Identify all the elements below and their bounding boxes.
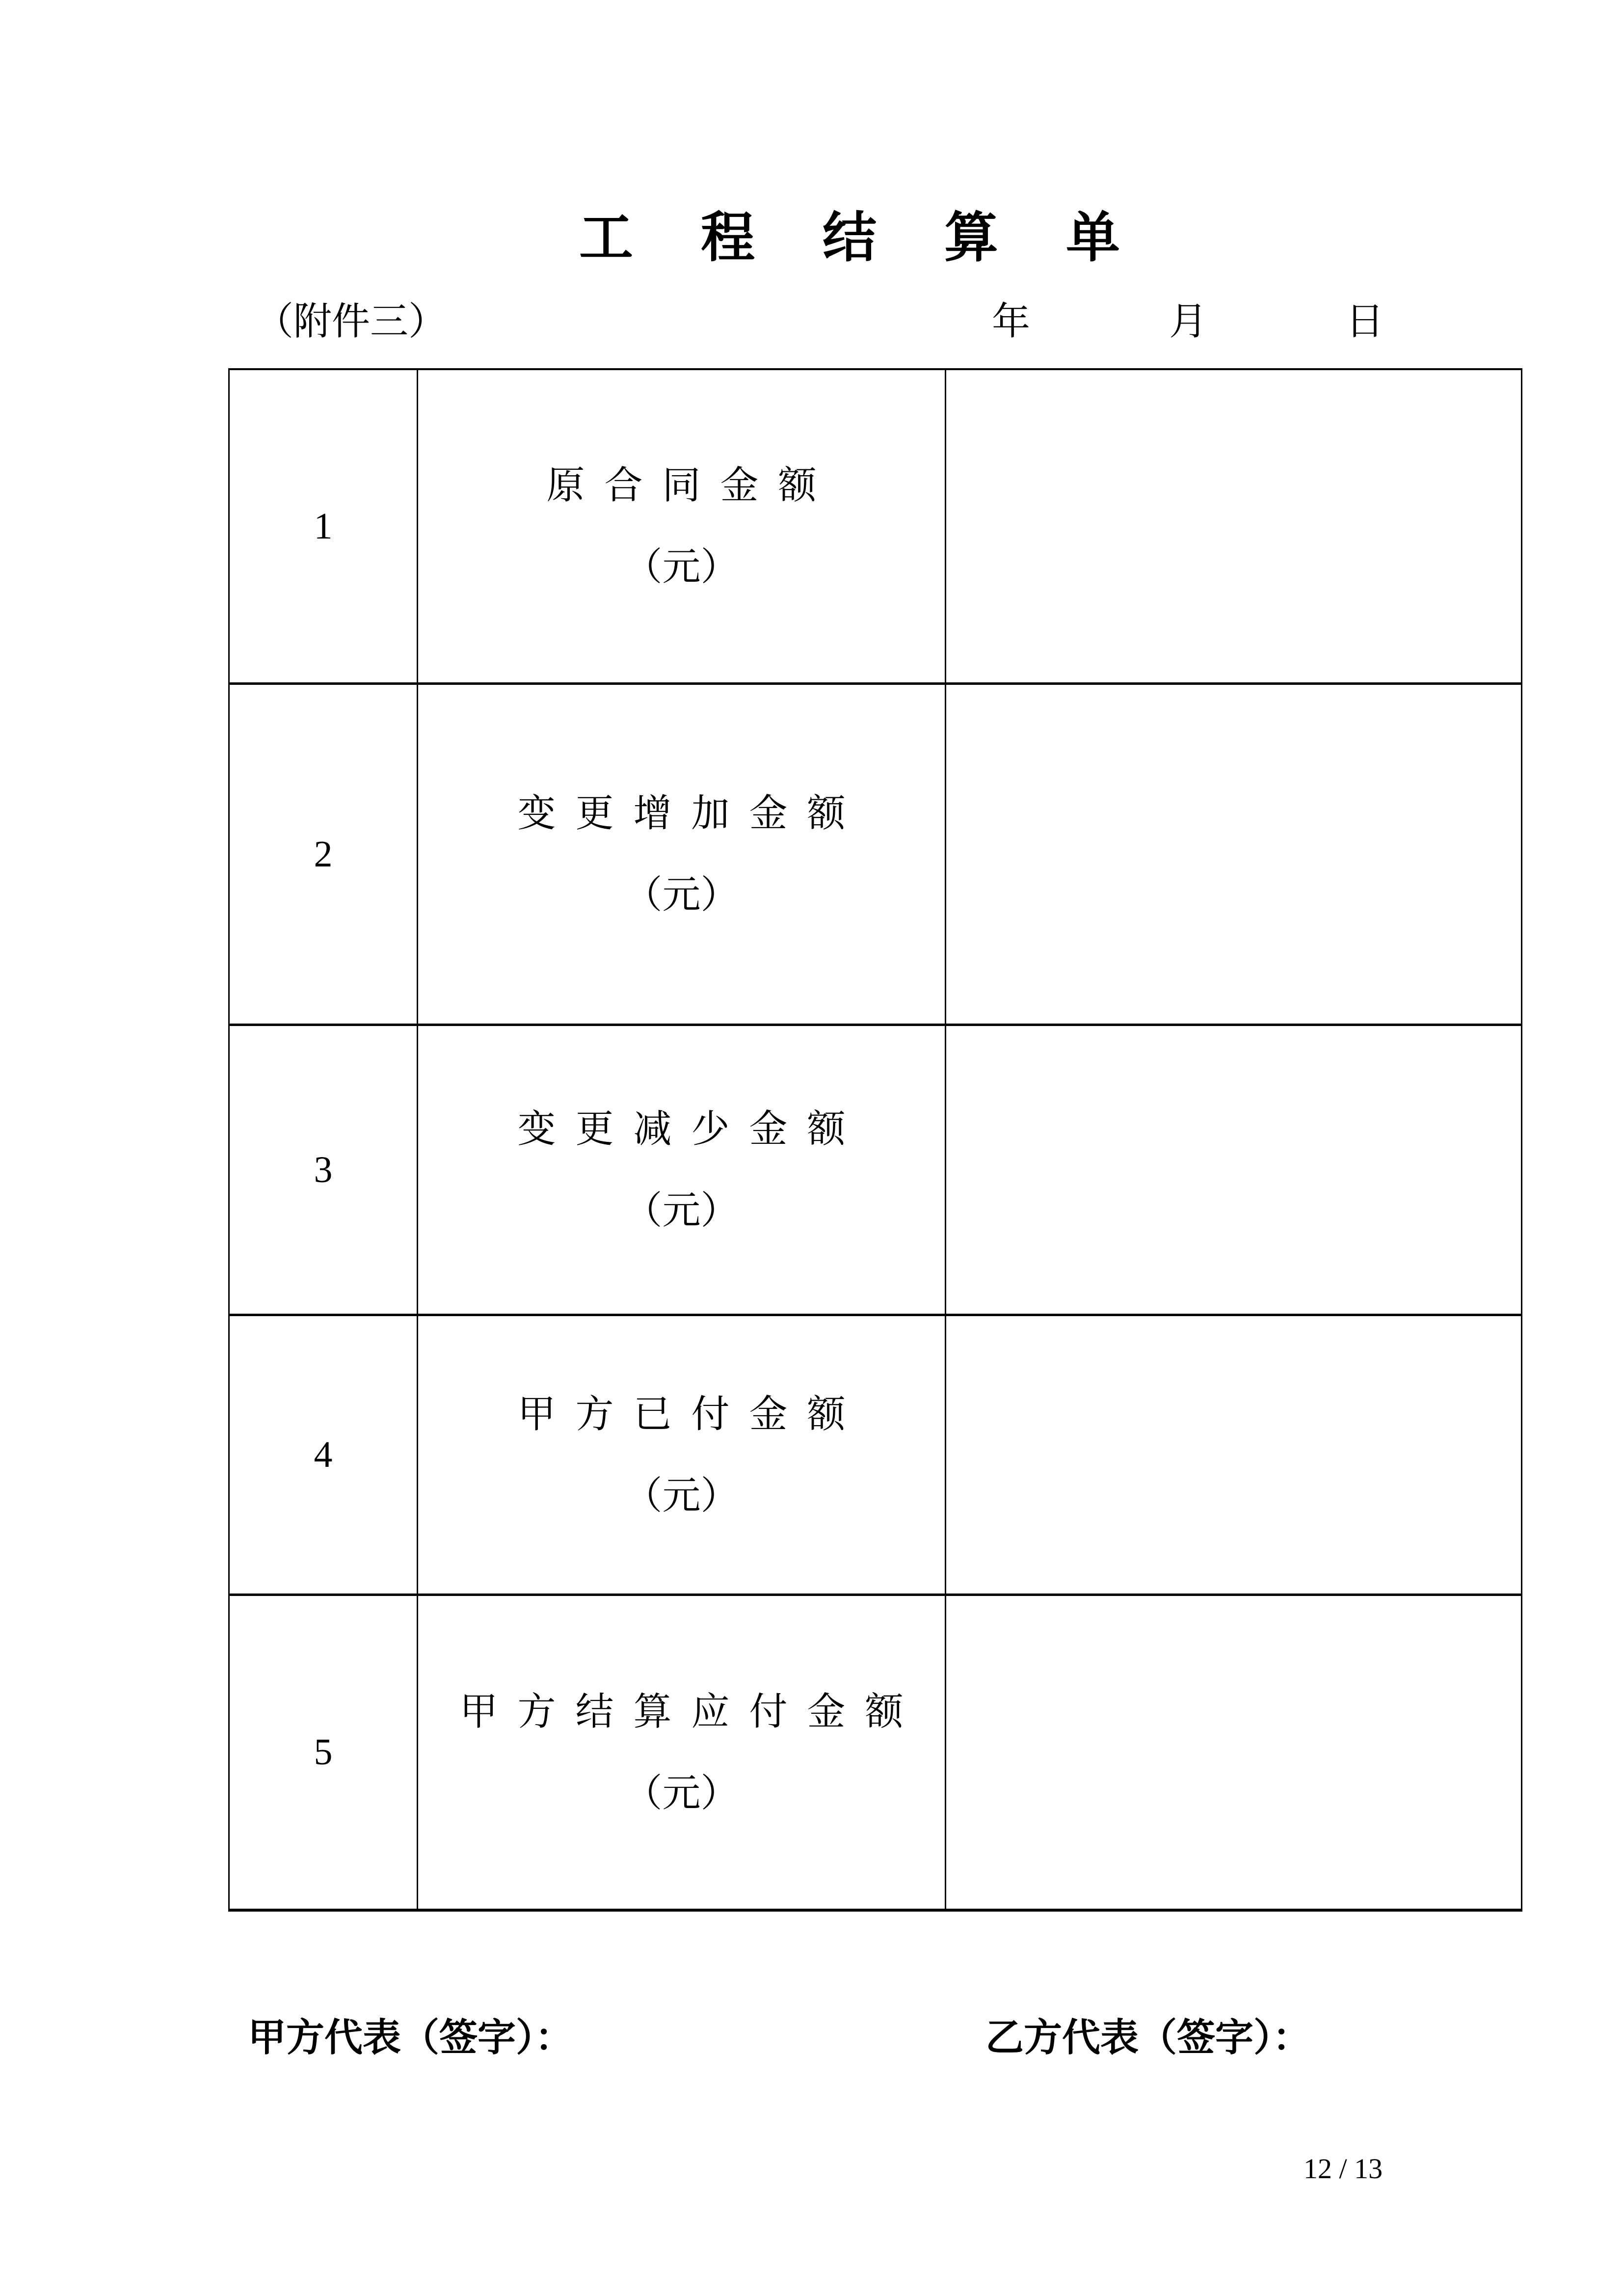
row-label: 甲方结算应付金额 bbox=[459, 1690, 923, 1733]
row-unit: （元） bbox=[624, 1771, 739, 1814]
row-value-cell[interactable] bbox=[946, 1026, 1521, 1316]
row-value-cell[interactable] bbox=[946, 685, 1521, 1026]
row-label-cell bbox=[418, 1596, 946, 1909]
row-number: 2 bbox=[230, 685, 418, 1026]
date-year-label: 年 bbox=[992, 300, 1031, 343]
row-value-cell[interactable] bbox=[946, 1596, 1521, 1909]
party-a-signature-label: 甲方代表（签字）： bbox=[248, 2016, 574, 2059]
row-number: 1 bbox=[230, 370, 418, 685]
row-label: 甲方已付金额 bbox=[517, 1392, 865, 1435]
date-day-label: 日 bbox=[1346, 300, 1384, 343]
row-unit: （元） bbox=[624, 1189, 739, 1232]
row-label: 变更增加金额 bbox=[517, 792, 865, 835]
row-unit: （元） bbox=[624, 1474, 739, 1517]
party-b-signature-label: 乙方代表（签字）： bbox=[985, 2016, 1311, 2059]
row-label-cell bbox=[418, 685, 946, 1026]
row-label-cell bbox=[418, 370, 946, 685]
date-month-label: 月 bbox=[1169, 300, 1208, 343]
row-label: 变更减少金额 bbox=[517, 1107, 865, 1150]
settlement-table bbox=[228, 368, 1522, 1912]
row-label-cell bbox=[418, 1026, 946, 1316]
attachment-note: （附件三） bbox=[255, 300, 447, 343]
row-label: 原合同金额 bbox=[546, 464, 836, 507]
row-unit: （元） bbox=[624, 545, 739, 588]
row-number: 3 bbox=[230, 1026, 418, 1316]
row-number: 5 bbox=[230, 1596, 418, 1909]
row-unit: （元） bbox=[624, 873, 739, 916]
row-number: 4 bbox=[230, 1316, 418, 1596]
row-value-cell[interactable] bbox=[946, 370, 1521, 685]
page-number: 12 / 13 bbox=[1304, 2153, 1383, 2185]
page-title: 工程结算单 bbox=[579, 208, 1188, 268]
row-label-cell bbox=[418, 1316, 946, 1596]
row-value-cell[interactable] bbox=[946, 1316, 1521, 1596]
